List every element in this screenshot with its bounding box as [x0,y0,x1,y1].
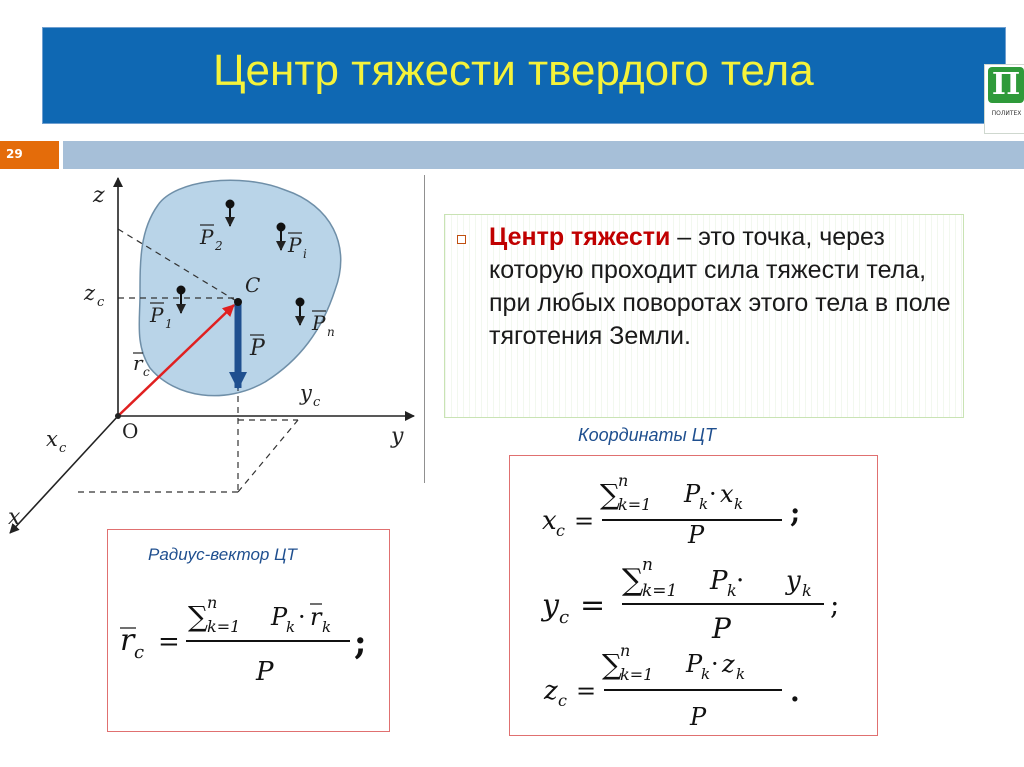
rc-formula-dot: · [298,603,306,631]
definition-text [489,221,959,353]
xc-formula-sum: ∑ [600,478,620,511]
polytech-logo [984,64,1024,134]
bullet-square-icon [457,235,466,244]
coordinate-formulas [510,456,877,735]
zc-sub: c [97,295,105,310]
zc-formula-tsub: k [701,665,711,683]
slide-title: Центр тяжести твердого тела [213,46,814,95]
slide-number: 29 [6,147,23,161]
rc-formula-upper: n [207,593,218,612]
rc-formula-lower: k=1 [207,617,241,636]
axis-x-label: x [8,505,21,530]
coordinates-caption: Координаты ЦТ [578,425,716,445]
pn-sub: n [327,325,335,339]
zc-formula-end: . [790,675,800,708]
radius-vector-box [107,529,390,732]
radius-vector-caption: Радиус-вектор ЦТ [148,545,297,564]
zc-formula-term: P [686,650,703,678]
pi-label: P [288,233,302,257]
p1-sub: 1 [165,317,173,331]
definition-box [444,214,964,418]
rc-formula-eq: = [158,627,180,657]
rc-formula-tsub: k [286,618,296,636]
axis-y-label: y [391,424,404,449]
coordinates-box [509,455,878,736]
zc-formula-sub: c [558,691,567,710]
p2-sub: 2 [215,239,223,253]
header-stripe [63,141,1024,169]
yc-formula-var: y [786,566,801,596]
xc-label: x [46,427,58,451]
yc-formula-sum: ∑ [622,563,644,598]
xc-formula-den: P [688,521,705,549]
yc-formula-term: P [710,566,728,596]
rc-label: r [133,351,143,375]
p1-label: P [150,303,164,327]
xc-formula-vsub: k [734,495,744,513]
rc-formula-lhs: r [120,623,135,658]
axis-z-label: z [93,183,105,208]
yc-formula-eq: = [580,588,606,623]
rc-formula-vsub: k [322,618,332,636]
rc-formula-term: P [271,603,288,631]
center-point-c [234,298,242,306]
pi-sub: i [303,247,307,261]
radius-vector-formula [108,580,389,730]
definition-body: – это точка, через которую проходит сила тяжести тела, при любых поворотах этого тела в поле тяготения Земли. [489,223,951,350]
rc-formula-sub: c [134,642,145,663]
yc-label: y [300,381,312,405]
zc-formula-eq: = [576,677,597,705]
rc-formula-var: r [310,603,322,631]
xc-formula-lower: k=1 [618,495,652,514]
xc-formula-term: P [684,480,701,508]
xc-formula-var: x [720,480,734,508]
zc-formula-vsub: k [736,665,746,683]
yc-sub: c [313,395,321,410]
yc-formula-lower: k=1 [642,581,678,601]
xc-formula-tsub: k [699,495,709,513]
zc-formula-lhs: z [544,676,558,706]
rc-formula-den: P [256,657,274,687]
zc-label: z [84,281,96,305]
xc-sub: c [59,441,67,456]
xc-formula-eq: = [574,507,595,535]
yc-formula-sub: c [559,607,570,628]
logo-caption: ПОЛИТЕХ [991,110,1022,117]
xc-formula-end: ; [790,496,801,529]
rc-formula-sum: ∑ [188,600,208,633]
yc-formula-upper: n [642,555,653,575]
yc-formula-den: P [712,612,731,645]
xc-formula-lhs: x [542,506,557,536]
slide-number-bar [0,141,59,169]
logo-mark: П [988,67,1024,103]
zc-formula-lower: k=1 [620,665,654,684]
yc-formula-tsub: k [727,581,737,600]
xc-formula-sub: c [556,521,565,540]
title-bar [42,27,1022,124]
origin-point [115,413,121,419]
rc-formula-end: ; [354,623,367,663]
zc-formula-upper: n [620,641,631,660]
point-c-label: C [245,273,261,297]
rc-sub: c [143,365,150,379]
xc-formula-dot: · [709,480,717,508]
yc-formula-dot: · [736,566,745,596]
center-of-gravity-diagram [0,170,430,540]
yc-formula-vsub: k [802,581,812,600]
origin-label: O [122,419,139,443]
definition-term: Центр тяжести [489,223,671,251]
force-p-label: P [250,336,265,361]
xc-formula-upper: n [618,471,629,490]
zc-formula-dot: · [711,650,719,678]
zc-formula-var: z [722,650,735,678]
pn-label: P [312,311,326,335]
zc-formula-sum: ∑ [602,648,622,681]
p2-label: P [200,225,214,249]
zc-formula-den: P [690,703,707,731]
yc-formula-lhs: y [542,588,559,623]
yc-formula-end: ; [830,588,840,621]
